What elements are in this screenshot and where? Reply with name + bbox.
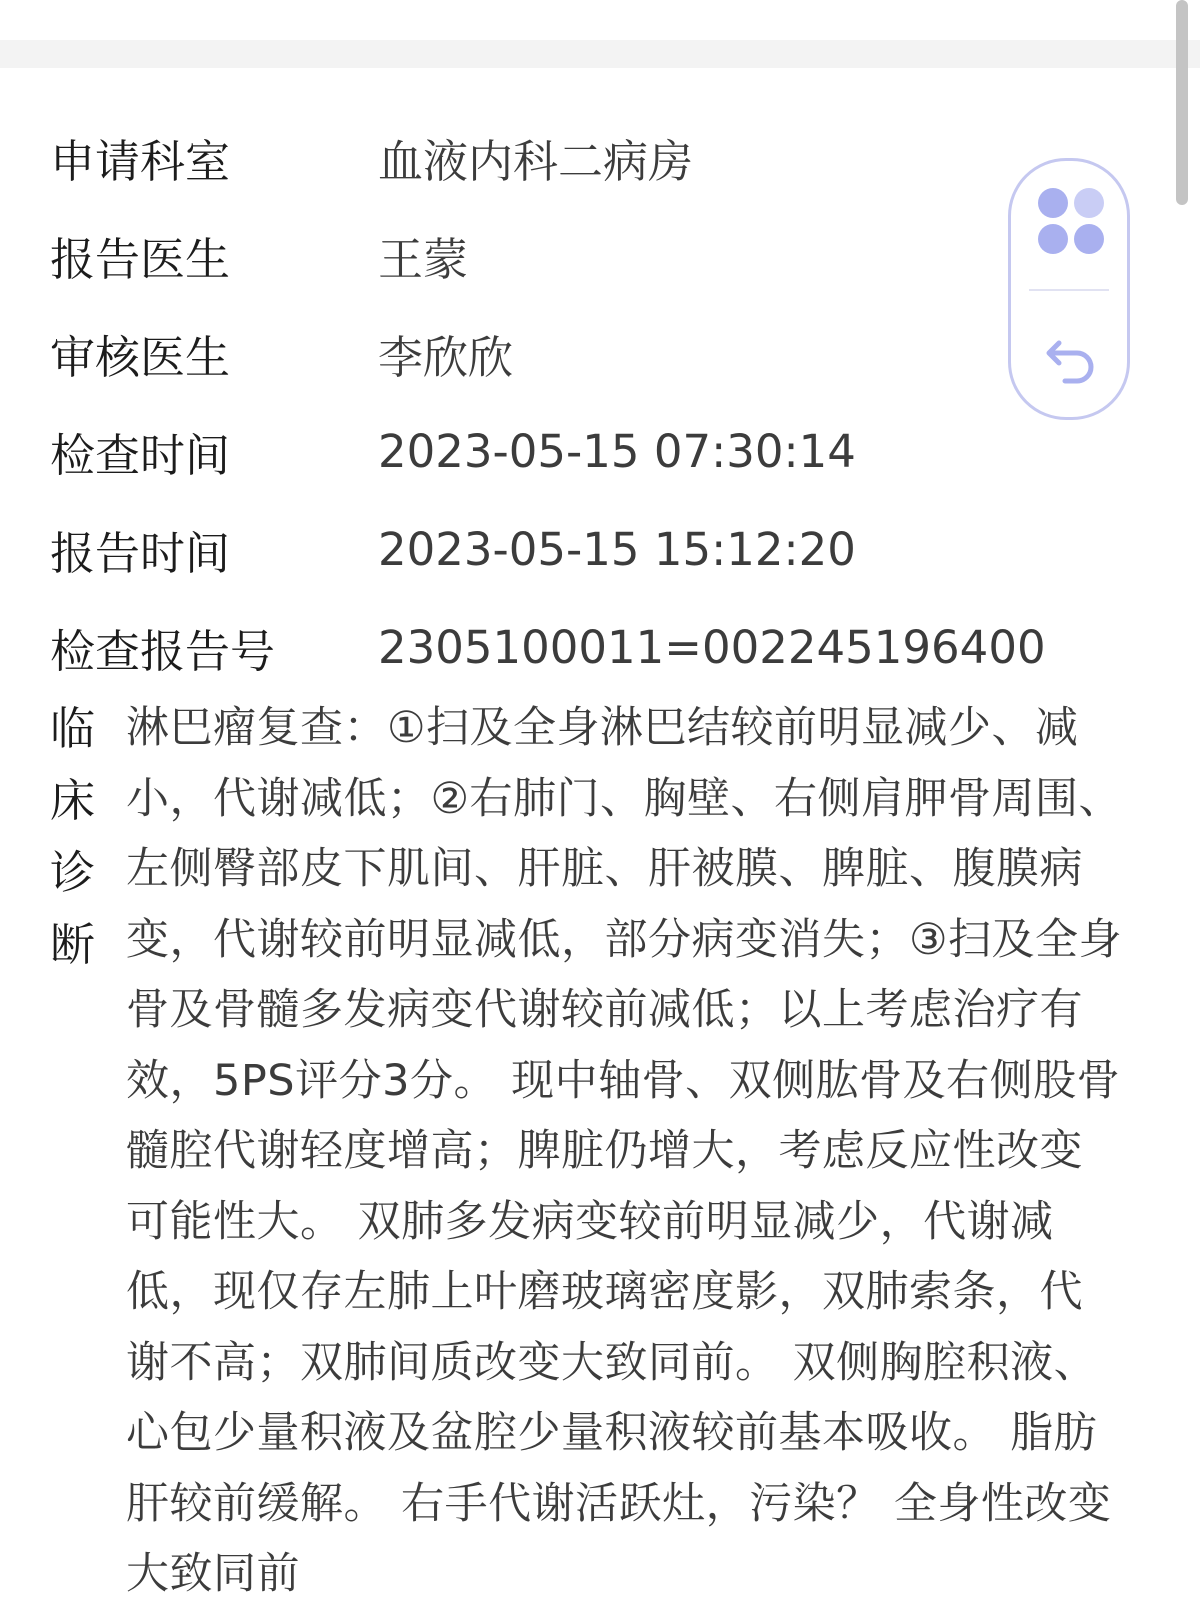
floating-action-panel (1008, 158, 1130, 420)
department-value: 血液内科二病房 (378, 134, 694, 188)
reporting-doctor-value: 王蒙 (378, 232, 469, 286)
scrollbar[interactable] (1176, 0, 1188, 205)
reviewing-doctor-value: 李欣欣 (378, 330, 514, 384)
department-label: 申请科室 (50, 134, 231, 188)
reviewing-doctor-label: 审核医生 (50, 330, 231, 384)
report-number-value: 2305100011=002245196400 (378, 620, 1046, 674)
reporting-doctor-label: 报告医生 (50, 232, 231, 286)
top-strip (0, 0, 1200, 40)
back-arrow-icon[interactable] (1043, 331, 1099, 387)
section-divider (0, 40, 1200, 68)
exam-time-value: 2023-05-15 07:30:14 (378, 424, 856, 478)
report-number-label: 检查报告号 (50, 624, 276, 678)
panel-divider (1029, 289, 1109, 291)
info-row-report-number (0, 598, 1046, 696)
clinical-diagnosis-text: 淋巴瘤复查：①扫及全身淋巴结较前明显减少、减小，代谢减低；②右肺门、胸壁、右侧肩胛骨周围、左侧臀部皮下肌间、肝脏、肝被膜、脾脏、腹膜病变，代谢较前明显减低，部分病变消失；③扫及全身骨及骨髓多发病变代谢较前减低；以上考虑治疗有效，5PS评分3分。 现中轴骨、双侧肱骨及右侧股骨髓腔代谢轻度增高；脾脏仍增大，考虑反应性改变可能性大。 双肺多发病变较前明显减少，代谢减低，现仅存左肺上叶磨玻璃密度影，双肺索条，代谢不高；双肺间质改变大致同前。 双侧胸腔积液、心包少量积液及盆腔少量积液较前基本吸收。 脂肪肝较前缓解。 右手代谢活跃灶，污染？ 全身性改变大致同前 (126, 703, 1123, 1599)
exam-time-label: 检查时间 (50, 428, 231, 482)
info-row-department (0, 108, 1040, 206)
clinical-diagnosis-label: 临 床 诊 断 (50, 702, 96, 971)
grid-menu-icon[interactable] (1036, 186, 1106, 256)
info-row-reporting-doctor (0, 206, 1040, 304)
info-row-reviewing-doctor (0, 304, 1040, 402)
report-time-value: 2023-05-15 15:12:20 (378, 522, 856, 576)
report-time-label: 报告时间 (50, 526, 231, 580)
report-info-table (0, 108, 1046, 696)
info-row-report-time (0, 500, 1040, 598)
info-row-exam-time (0, 402, 1040, 500)
